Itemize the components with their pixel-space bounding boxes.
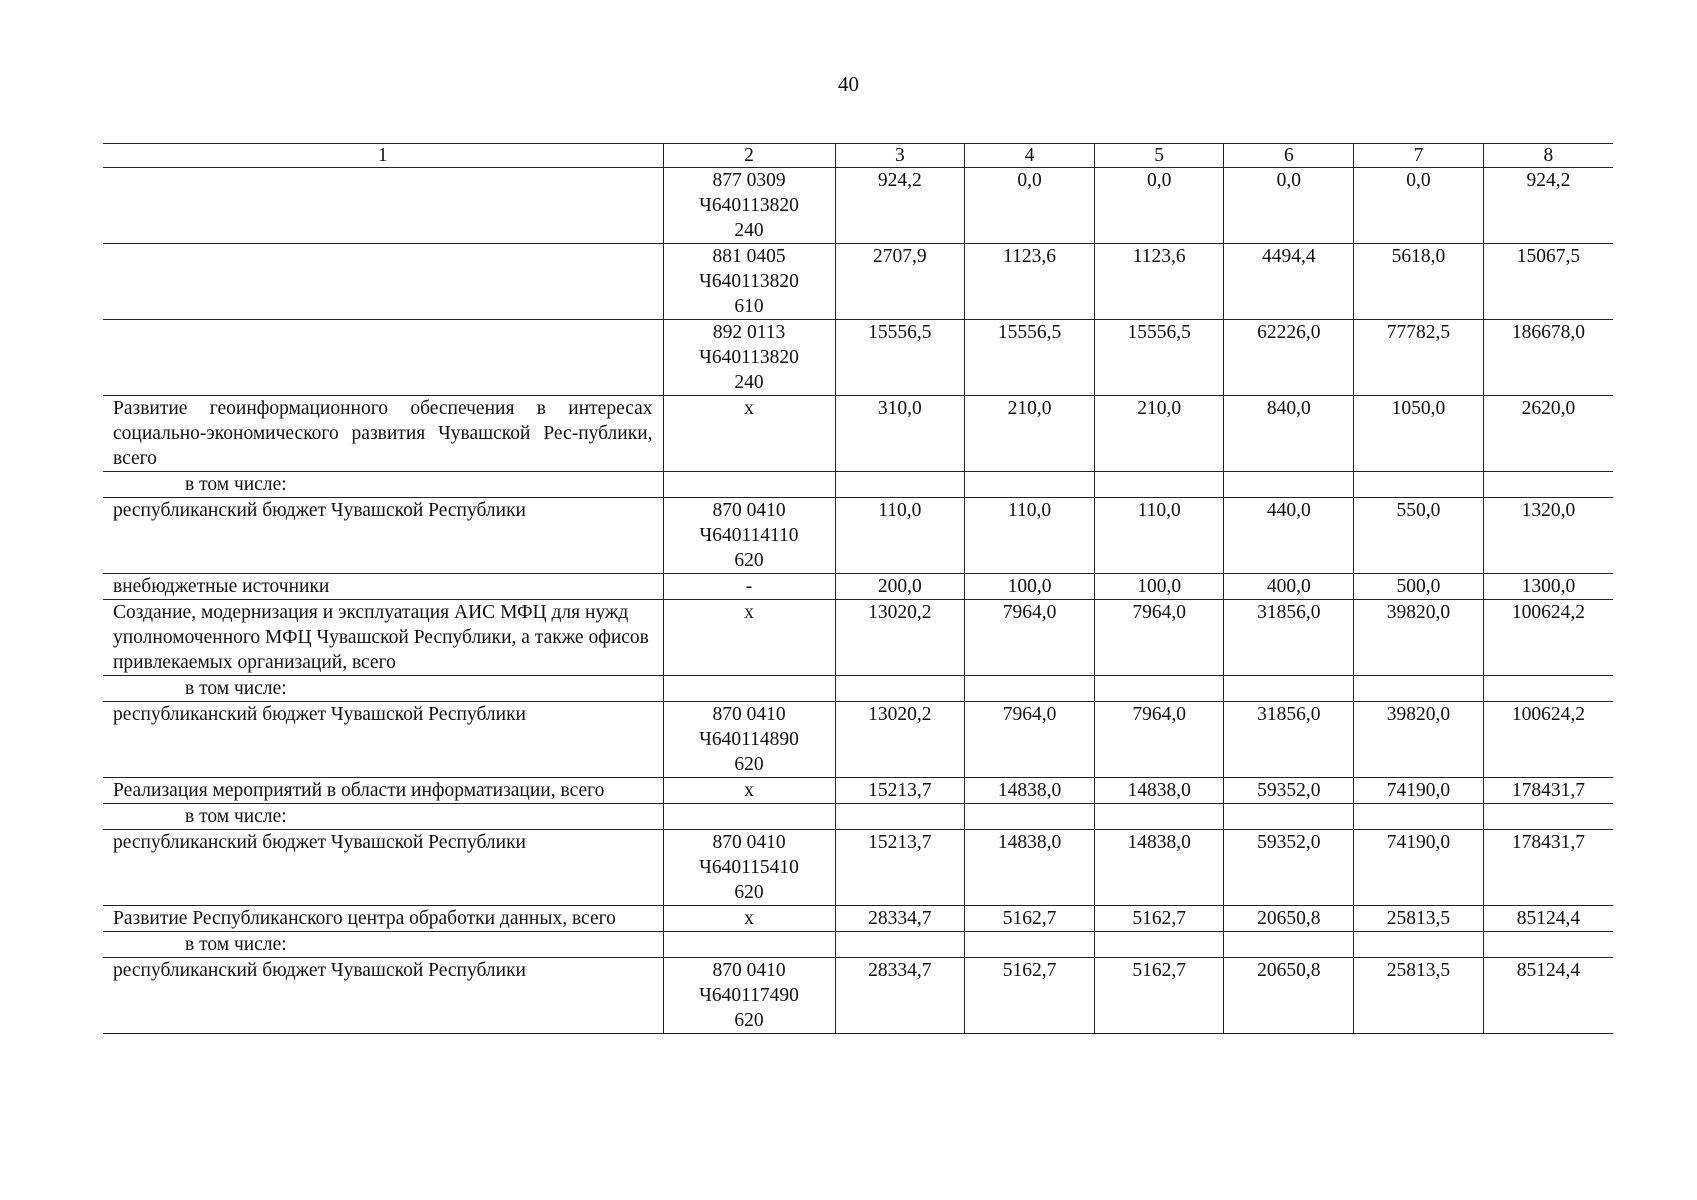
row-name-cell: республиканский бюджет Чувашской Республики <box>103 498 663 574</box>
table-row <box>103 168 1613 244</box>
value-cell-col-8: 1300,0 <box>1483 574 1613 600</box>
value-cell-col-8: 1320,0 <box>1483 498 1613 574</box>
value-cell-col-3: 15556,5 <box>835 320 965 396</box>
column-header-7: 7 <box>1354 144 1484 168</box>
value-cell-col-5: 1123,6 <box>1094 244 1224 320</box>
table-row <box>103 676 1613 702</box>
value-cell-col-3: 15213,7 <box>835 830 965 906</box>
value-cell-col-3 <box>835 804 965 830</box>
budget-code-line: 620 <box>734 1010 764 1031</box>
value-cell-col-3: 924,2 <box>835 168 965 244</box>
value-cell-col-4: 1123,6 <box>965 244 1095 320</box>
budget-code-line: Ч640113820 <box>699 271 799 292</box>
budget-code-line: Ч640113820 <box>699 195 799 216</box>
value-cell-col-6: 400,0 <box>1224 574 1354 600</box>
value-cell-col-4 <box>965 932 1095 958</box>
table-row <box>103 702 1613 778</box>
value-cell-col-4: 7964,0 <box>965 702 1095 778</box>
value-cell-col-6: 31856,0 <box>1224 600 1354 676</box>
table-row <box>103 804 1613 830</box>
value-cell-col-8: 100624,2 <box>1483 702 1613 778</box>
budget-code-cell <box>663 396 835 472</box>
table-row <box>103 906 1613 932</box>
budget-code-line: 240 <box>734 220 764 241</box>
value-cell-col-7 <box>1354 676 1484 702</box>
budget-code-line: 620 <box>734 754 764 775</box>
row-name-cell: Создание, модернизация и эксплуатация АИС МФЦ для нужд уполномоченного МФЦ Чувашской Республики, а также офисов привлекаемых организаций, всего <box>103 600 663 676</box>
budget-code-cell <box>663 932 835 958</box>
column-header-1: 1 <box>103 144 663 168</box>
table-row <box>103 778 1613 804</box>
budget-code-cell <box>663 778 835 804</box>
value-cell-col-7: 0,0 <box>1354 168 1484 244</box>
value-cell-col-6 <box>1224 804 1354 830</box>
budget-code-cell <box>663 804 835 830</box>
value-cell-col-4: 14838,0 <box>965 778 1095 804</box>
column-header-4: 4 <box>965 144 1095 168</box>
budget-code-line: 870 0410 <box>712 832 786 853</box>
value-cell-col-4: 5162,7 <box>965 906 1095 932</box>
budget-code-cell <box>663 472 835 498</box>
table-row <box>103 574 1613 600</box>
value-cell-col-8 <box>1483 676 1613 702</box>
value-cell-col-4: 7964,0 <box>965 600 1095 676</box>
budget-code-cell <box>663 574 835 600</box>
value-cell-col-3: 28334,7 <box>835 958 965 1034</box>
value-cell-col-6: 59352,0 <box>1224 830 1354 906</box>
value-cell-col-8 <box>1483 932 1613 958</box>
value-cell-col-3: 28334,7 <box>835 906 965 932</box>
value-cell-col-7: 39820,0 <box>1354 702 1484 778</box>
budget-code-cell <box>663 958 835 1034</box>
value-cell-col-5: 110,0 <box>1094 498 1224 574</box>
value-cell-col-7 <box>1354 472 1484 498</box>
value-cell-col-4: 5162,7 <box>965 958 1095 1034</box>
budget-code-cell <box>663 320 835 396</box>
value-cell-col-3 <box>835 932 965 958</box>
column-header-6: 6 <box>1224 144 1354 168</box>
budget-code-cell <box>663 498 835 574</box>
column-header-3: 3 <box>835 144 965 168</box>
value-cell-col-5: 5162,7 <box>1094 958 1224 1034</box>
value-cell-col-5 <box>1094 804 1224 830</box>
row-name-cell: Развитие геоинформационного обеспечения в интересах социально-экономического развития Чувашской Рес-публики, всего <box>103 396 663 472</box>
value-cell-col-5 <box>1094 932 1224 958</box>
value-cell-col-5: 15556,5 <box>1094 320 1224 396</box>
value-cell-col-4: 14838,0 <box>965 830 1095 906</box>
table-row <box>103 932 1613 958</box>
table-row <box>103 600 1613 676</box>
budget-code-line: 870 0410 <box>712 500 786 521</box>
value-cell-col-8: 100624,2 <box>1483 600 1613 676</box>
table-row <box>103 498 1613 574</box>
value-cell-col-3 <box>835 472 965 498</box>
value-cell-col-8 <box>1483 804 1613 830</box>
value-cell-col-8: 85124,4 <box>1483 906 1613 932</box>
value-cell-col-7: 550,0 <box>1354 498 1484 574</box>
budget-code-cell <box>663 906 835 932</box>
value-cell-col-7 <box>1354 804 1484 830</box>
budget-code-line: 877 0309 <box>712 170 786 191</box>
value-cell-col-3 <box>835 676 965 702</box>
budget-code-cell <box>663 830 835 906</box>
value-cell-col-3: 13020,2 <box>835 702 965 778</box>
value-cell-col-3: 13020,2 <box>835 600 965 676</box>
budget-code-line: - <box>745 576 753 597</box>
table-row <box>103 472 1613 498</box>
value-cell-col-6: 840,0 <box>1224 396 1354 472</box>
value-cell-col-8: 186678,0 <box>1483 320 1613 396</box>
row-name-cell: республиканский бюджет Чувашской Республики <box>103 830 663 906</box>
value-cell-col-4: 15556,5 <box>965 320 1095 396</box>
value-cell-col-8: 924,2 <box>1483 168 1613 244</box>
budget-code-line: х <box>744 602 754 623</box>
row-name-cell: Реализация мероприятий в области информатизации, всего <box>103 778 663 804</box>
table-row <box>103 958 1613 1034</box>
row-name-cell: Развитие Республиканского центра обработки данных, всего <box>103 906 663 932</box>
page-number: 40 <box>838 72 859 96</box>
value-cell-col-3: 2707,9 <box>835 244 965 320</box>
value-cell-col-6: 62226,0 <box>1224 320 1354 396</box>
value-cell-col-8: 178431,7 <box>1483 778 1613 804</box>
value-cell-col-3: 110,0 <box>835 498 965 574</box>
row-name-cell: в том числе: <box>103 472 663 498</box>
budget-code-cell <box>663 168 835 244</box>
value-cell-col-7 <box>1354 932 1484 958</box>
table-row <box>103 244 1613 320</box>
budget-code-cell <box>663 702 835 778</box>
value-cell-col-4: 110,0 <box>965 498 1095 574</box>
budget-code-line: Ч640113820 <box>699 347 799 368</box>
value-cell-col-6: 20650,8 <box>1224 906 1354 932</box>
value-cell-col-6: 0,0 <box>1224 168 1354 244</box>
budget-code-line: 870 0410 <box>712 704 786 725</box>
value-cell-col-6: 59352,0 <box>1224 778 1354 804</box>
value-cell-col-6: 4494,4 <box>1224 244 1354 320</box>
value-cell-col-5: 14838,0 <box>1094 778 1224 804</box>
row-name-cell: республиканский бюджет Чувашской Республики <box>103 958 663 1034</box>
budget-table <box>103 143 1613 1034</box>
value-cell-col-6: 31856,0 <box>1224 702 1354 778</box>
header-row <box>103 144 1613 168</box>
column-header-5: 5 <box>1094 144 1224 168</box>
value-cell-col-5: 7964,0 <box>1094 702 1224 778</box>
row-name-cell: республиканский бюджет Чувашской Республики <box>103 702 663 778</box>
budget-code-line: Ч640115410 <box>699 857 799 878</box>
value-cell-col-7: 1050,0 <box>1354 396 1484 472</box>
value-cell-col-7: 77782,5 <box>1354 320 1484 396</box>
value-cell-col-5: 7964,0 <box>1094 600 1224 676</box>
table-row <box>103 320 1613 396</box>
value-cell-col-6: 440,0 <box>1224 498 1354 574</box>
value-cell-col-4 <box>965 472 1095 498</box>
table-row <box>103 396 1613 472</box>
value-cell-col-5: 14838,0 <box>1094 830 1224 906</box>
budget-code-line: 870 0410 <box>712 960 786 981</box>
value-cell-col-4: 210,0 <box>965 396 1095 472</box>
column-header-8: 8 <box>1483 144 1613 168</box>
value-cell-col-4 <box>965 804 1095 830</box>
row-name-cell: в том числе: <box>103 676 663 702</box>
value-cell-col-8: 178431,7 <box>1483 830 1613 906</box>
value-cell-col-7: 25813,5 <box>1354 906 1484 932</box>
budget-code-line: Ч640114890 <box>699 729 799 750</box>
value-cell-col-3: 200,0 <box>835 574 965 600</box>
value-cell-col-7: 500,0 <box>1354 574 1484 600</box>
value-cell-col-7: 39820,0 <box>1354 600 1484 676</box>
row-name-cell: в том числе: <box>103 932 663 958</box>
value-cell-col-8: 15067,5 <box>1483 244 1613 320</box>
table-body <box>103 168 1613 1034</box>
row-name-cell <box>103 168 663 244</box>
row-name-cell <box>103 244 663 320</box>
value-cell-col-8: 2620,0 <box>1483 396 1613 472</box>
budget-code-cell <box>663 676 835 702</box>
budget-code-cell <box>663 600 835 676</box>
budget-code-line: 620 <box>734 882 764 903</box>
budget-code-line: 892 0113 <box>712 322 786 343</box>
value-cell-col-4 <box>965 676 1095 702</box>
value-cell-col-6 <box>1224 472 1354 498</box>
budget-code-line: х <box>744 398 754 419</box>
value-cell-col-8 <box>1483 472 1613 498</box>
value-cell-col-7: 74190,0 <box>1354 830 1484 906</box>
value-cell-col-4: 0,0 <box>965 168 1095 244</box>
budget-code-line: Ч640114110 <box>699 525 799 546</box>
row-name-cell: внебюджетные источники <box>103 574 663 600</box>
value-cell-col-3: 310,0 <box>835 396 965 472</box>
row-name-cell <box>103 320 663 396</box>
value-cell-col-6: 20650,8 <box>1224 958 1354 1034</box>
budget-code-line: Ч640117490 <box>699 985 799 1006</box>
value-cell-col-8: 85124,4 <box>1483 958 1613 1034</box>
value-cell-col-5 <box>1094 676 1224 702</box>
budget-code-line: 881 0405 <box>712 246 786 267</box>
value-cell-col-5: 100,0 <box>1094 574 1224 600</box>
value-cell-col-5 <box>1094 472 1224 498</box>
value-cell-col-4: 100,0 <box>965 574 1095 600</box>
value-cell-col-5: 210,0 <box>1094 396 1224 472</box>
value-cell-col-6 <box>1224 676 1354 702</box>
table-row <box>103 830 1613 906</box>
value-cell-col-7: 25813,5 <box>1354 958 1484 1034</box>
budget-code-line: х <box>744 908 754 929</box>
value-cell-col-3: 15213,7 <box>835 778 965 804</box>
value-cell-col-5: 0,0 <box>1094 168 1224 244</box>
value-cell-col-5: 5162,7 <box>1094 906 1224 932</box>
budget-code-line: х <box>744 780 754 801</box>
column-header-2: 2 <box>663 144 835 168</box>
budget-code-line: 610 <box>734 296 764 317</box>
budget-code-line: 620 <box>734 550 764 571</box>
value-cell-col-7: 74190,0 <box>1354 778 1484 804</box>
budget-code-cell <box>663 244 835 320</box>
value-cell-col-7: 5618,0 <box>1354 244 1484 320</box>
row-name-cell: в том числе: <box>103 804 663 830</box>
budget-code-line: 240 <box>734 372 764 393</box>
value-cell-col-6 <box>1224 932 1354 958</box>
